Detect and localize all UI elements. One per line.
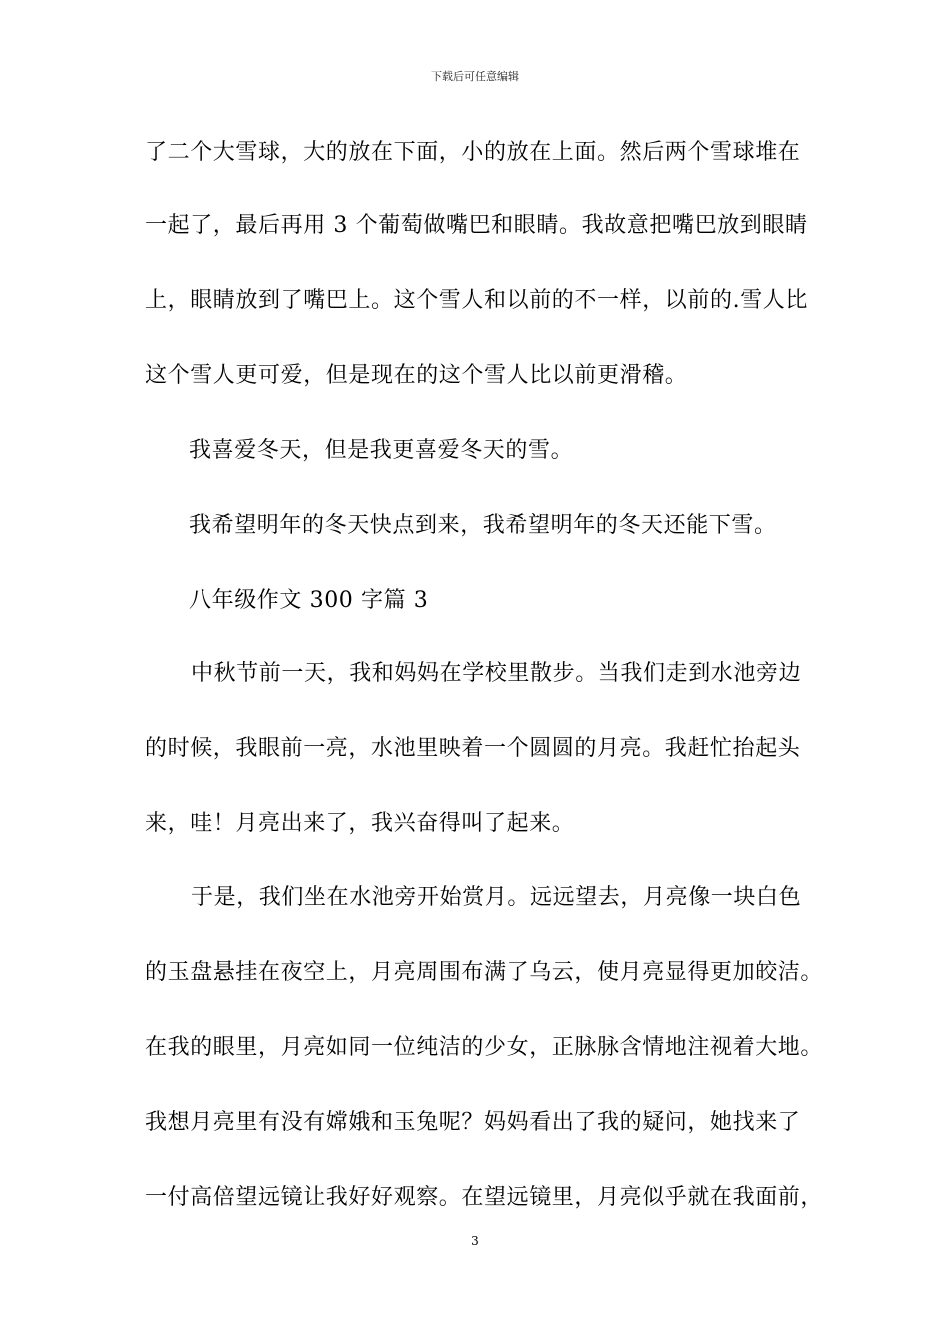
text-line-2: 一起了，最后再用 3 个葡萄做嘴巴和眼睛。我故意把嘴巴放到眼睛 xyxy=(145,213,808,238)
text-line-3: 上，眼睛放到了嘴巴上。这个雪人和以前的不一样，以前的.雪人比 xyxy=(145,288,808,313)
text-line-11: 于是，我们坐在水池旁开始赏月。远远望去，月亮像一块白色 xyxy=(191,885,802,910)
text-line-14: 我想月亮里有没有嫦娥和玉兔呢？妈妈看出了我的疑问，她找来了 xyxy=(145,1110,801,1135)
text-line-12: 的玉盘悬挂在夜空上，月亮周围布满了乌云，使月亮显得更加皎洁。 xyxy=(145,960,824,985)
text-line-13: 在我的眼里，月亮如同一位纯洁的少女，正脉脉含情地注视着大地。 xyxy=(145,1035,824,1060)
text-line-4: 这个雪人更可爱，但是现在的这个雪人比以前更滑稽。 xyxy=(145,363,688,388)
text-line-15: 一付高倍望远镜让我好好观察。在望远镜里，月亮似乎就在我面前， xyxy=(145,1185,824,1210)
text-line-8: 中秋节前一天，我和妈妈在学校里散步。当我们走到水池旁边 xyxy=(191,661,802,686)
text-line-6: 我希望明年的冬天快点到来，我希望明年的冬天还能下雪。 xyxy=(189,513,777,538)
text-line-5: 我喜爱冬天，但是我更喜爱冬天的雪。 xyxy=(189,438,574,463)
text-line-10: 来，哇！月亮出来了，我兴奋得叫了起来。 xyxy=(145,811,575,836)
section-heading: 八年级作文 300 字篇 3 xyxy=(189,588,429,613)
page-number: 3 xyxy=(471,1234,479,1248)
header-note: 下载后可任意编辑 xyxy=(431,70,519,83)
text-line-1: 了二个大雪球，大的放在下面，小的放在上面。然后两个雪球堆在 xyxy=(145,140,801,165)
text-line-9: 的时候，我眼前一亮，水池里映着一个圆圆的月亮。我赶忙抬起头 xyxy=(145,736,801,761)
